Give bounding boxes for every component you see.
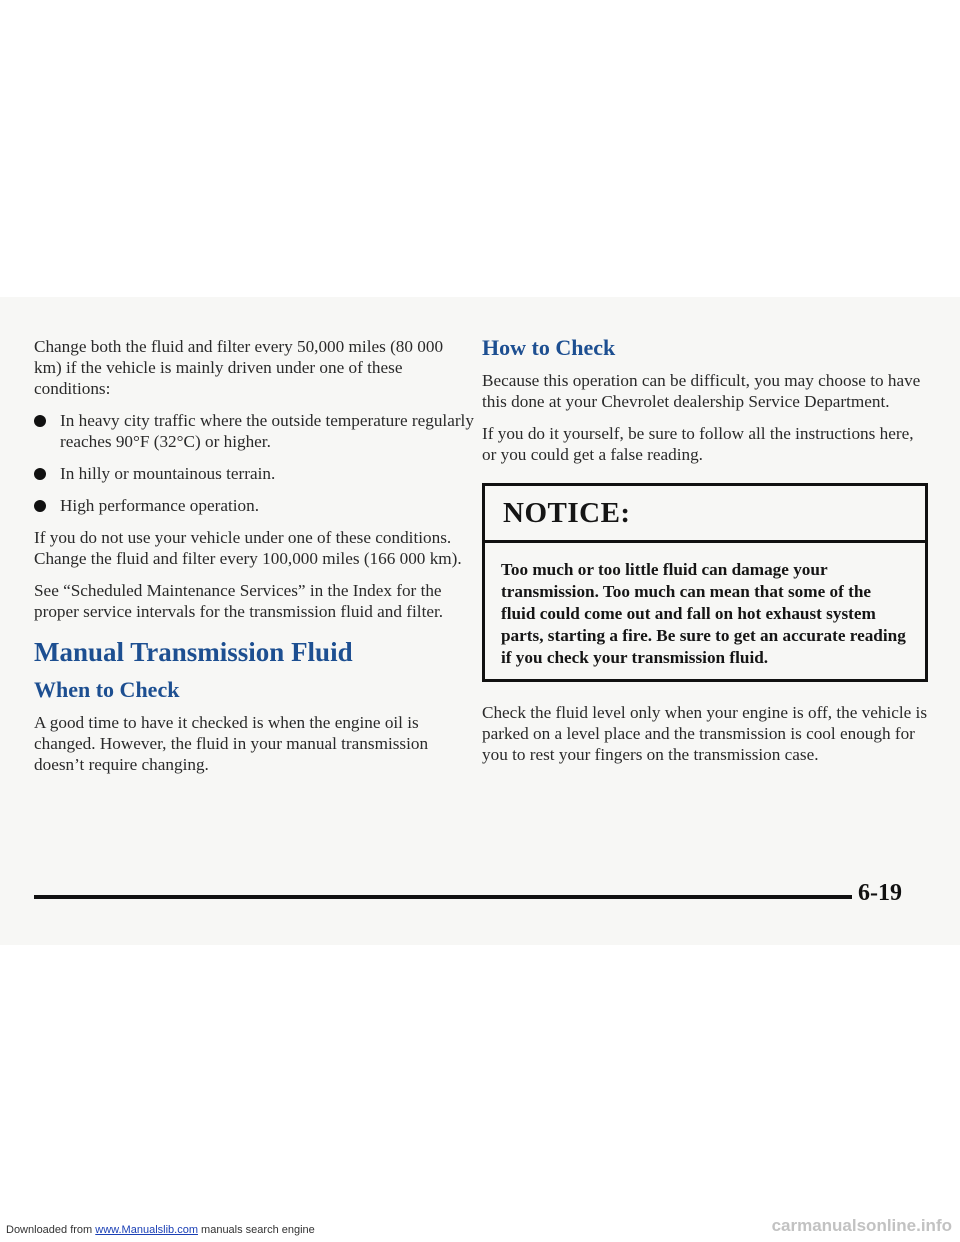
footer-prefix: Downloaded from xyxy=(6,1224,96,1236)
footer-suffix: manuals search engine xyxy=(197,1224,315,1236)
page-number: 6-19 xyxy=(858,880,902,906)
bullet-dot-icon xyxy=(34,500,46,512)
bullet-text: In hilly or mountainous terrain. xyxy=(60,464,276,483)
bullet-item xyxy=(34,463,474,484)
footer-rule xyxy=(34,895,852,899)
download-footer xyxy=(6,1224,315,1236)
notice-body: Too much or too little fluid can damage your transmission. Too much can mean that some of the fluid could come out and fall on hot exhaust system parts, starting a fire. Be sure to get an accurate reading if you check your transmission fluid. xyxy=(501,560,906,667)
usage-paragraph: If you do not use your vehicle under one of these conditions. Change the fluid and filter every 100,000 miles (166 000 km). xyxy=(34,528,462,568)
subsection-title: When to Check xyxy=(34,677,180,702)
notice-box xyxy=(482,483,928,682)
bullet-text: In heavy city traffic where the outside temperature regularly reaches 90°F (32°C) or higher. xyxy=(60,411,474,451)
bullet-text: High performance operation. xyxy=(60,496,260,515)
difficulty-paragraph: Because this operation can be difficult, you may choose to have this done at your Chevrolet dealership Service Department. xyxy=(482,371,921,411)
instructions-paragraph: If you do it yourself, be sure to follow all the instructions here, or you could get a false reading. xyxy=(482,424,914,464)
right-column xyxy=(482,334,930,776)
left-column xyxy=(34,336,474,786)
see-index-paragraph: See “Scheduled Maintenance Services” in the Index for the proper service intervals for the transmission fluid and filter. xyxy=(34,581,444,621)
notice-title: NOTICE: xyxy=(485,486,925,543)
bullet-item xyxy=(34,410,474,452)
manualslib-link[interactable]: www.Manualslib.com xyxy=(95,1224,198,1236)
bullet-dot-icon xyxy=(34,468,46,480)
intro-paragraph: Change both the fluid and filter every 50,000 miles (80 000 km) if the vehicle is mainly driven under one of these conditions: xyxy=(34,337,444,398)
check-level-paragraph: Check the fluid level only when your engine is off, the vehicle is parked on a level place and the transmission is cool enough for you to rest your fingers on the transmission case. xyxy=(482,703,928,764)
watermark-logo: carmanualsonline.info xyxy=(771,1216,952,1235)
section-title: Manual Transmission Fluid xyxy=(34,637,353,667)
bullet-dot-icon xyxy=(34,415,46,427)
how-to-check-title: How to Check xyxy=(482,335,616,360)
bullet-item xyxy=(34,495,474,516)
when-to-check-paragraph: A good time to have it checked is when the engine oil is changed. However, the fluid in your manual transmission doesn’t require changing. xyxy=(34,713,429,774)
